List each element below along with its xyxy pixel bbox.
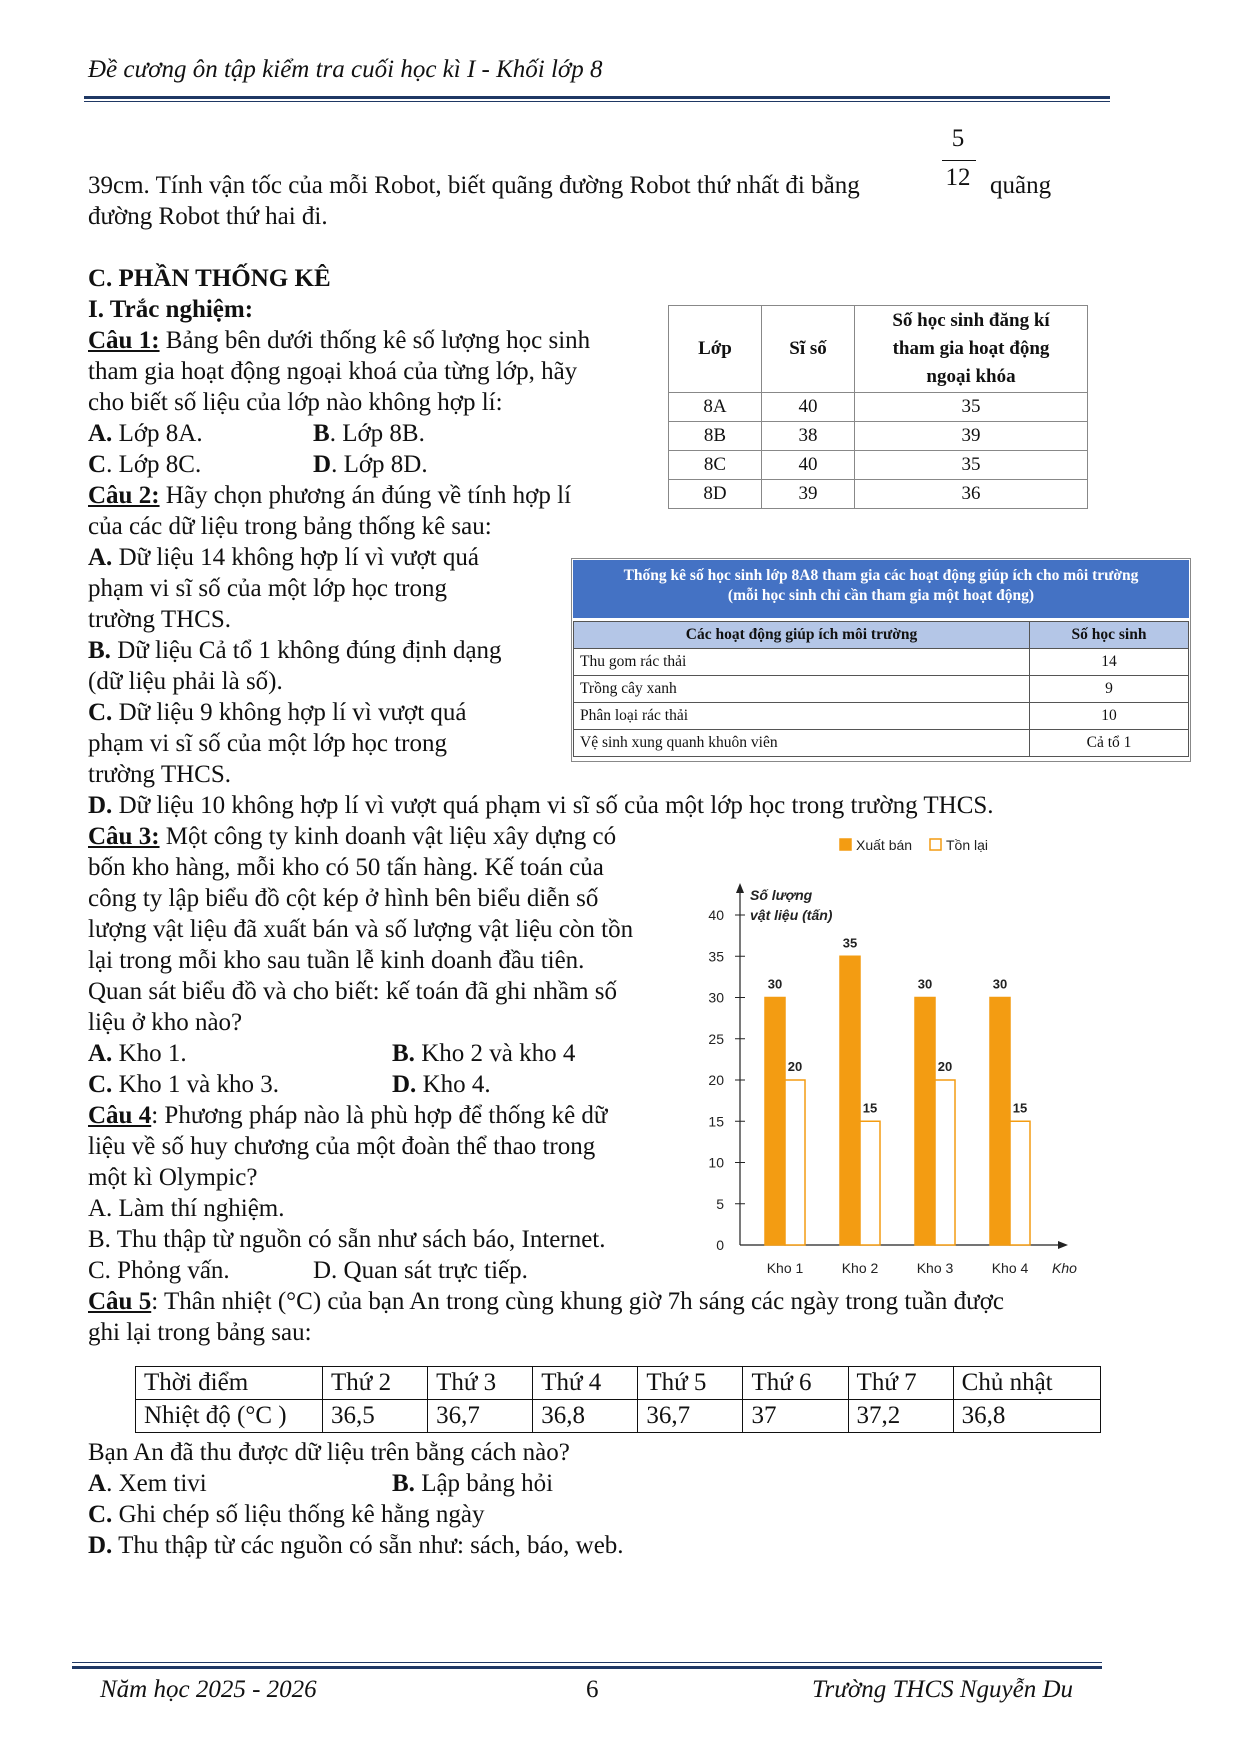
- q2-option-b-2: (dữ liệu phải là số).: [88, 668, 283, 695]
- data-label: 20: [787, 1059, 803, 1074]
- q2-label: Câu 2:: [88, 482, 160, 509]
- section-subtitle: I. Trắc nghiệm:: [88, 296, 254, 323]
- footer-year: Năm học 2025 - 2026: [100, 1676, 317, 1703]
- table-row: Vệ sinh xung quanh khuôn viên Cả tổ 1: [574, 730, 1189, 757]
- footer-rule-thin: [72, 1662, 1102, 1663]
- y-tick-label: 25: [708, 1030, 724, 1047]
- q2-table: [571, 558, 1191, 762]
- q3-option-c: C. Kho 1 và kho 3.: [88, 1071, 279, 1098]
- q5-option-d: D. Thu thập từ các nguồn có sẵn như: sách, báo, web.: [88, 1532, 624, 1559]
- q4-option-b: B. Thu thập từ nguồn có sẵn như sách báo, Internet.: [88, 1226, 606, 1253]
- q3-line-2: bốn kho hàng, mỗi kho có 50 tấn hàng. Kế toán của: [88, 854, 604, 881]
- fraction-denominator: 12: [945, 164, 971, 191]
- y-tick-label: 0: [716, 1237, 724, 1253]
- fraction-numerator: 5: [951, 125, 965, 152]
- x-tick-label: Kho 2: [841, 1260, 879, 1276]
- y-axis-label: vật liệu (tấn): [750, 907, 833, 923]
- data-label: 30: [917, 976, 933, 992]
- x-tick-label: Kho 4: [991, 1260, 1029, 1276]
- q2-option-c-2: phạm vi sĩ số của một lớp học trong: [88, 730, 448, 757]
- q5-option-a: A. Xem tivi: [88, 1470, 207, 1497]
- q2-option-a-3: trường THCS.: [88, 606, 231, 633]
- q2-option-c-3: trường THCS.: [88, 761, 231, 788]
- q4-option-d: D. Quan sát trực tiếp.: [313, 1257, 528, 1284]
- table-row: 8B 38 39: [669, 422, 1088, 451]
- q4-line-1: Câu 4: Phương pháp nào là phù hợp để thống kê dữ: [88, 1102, 608, 1129]
- bar: [860, 1121, 880, 1245]
- q1-option-b: B. Lớp 8B.: [313, 420, 425, 447]
- bar: [785, 1080, 805, 1245]
- table-row: Phân loại rác thải 10: [574, 703, 1189, 730]
- header-rule: [84, 96, 1110, 99]
- header-rule-thin: [84, 101, 1110, 102]
- y-axis-arrow: [736, 883, 744, 893]
- q3-option-b: B. Kho 2 và kho 4: [392, 1040, 576, 1067]
- q3-label: Câu 3:: [88, 823, 160, 850]
- table-row: Trồng cây xanh 9: [574, 676, 1189, 703]
- q1-table-header: Số học sinh đăng kí tham gia hoạt động ngoại khóa: [855, 306, 1088, 393]
- data-label: 15: [862, 1100, 878, 1116]
- legend-swatch: [930, 839, 941, 850]
- section-title: C. PHẦN THỐNG KÊ: [88, 265, 331, 292]
- q1-table: [668, 305, 1088, 509]
- q1-label: Câu 1:: [88, 327, 160, 354]
- q1-line-1: Câu 1: Bảng bên dưới thống kê số lượng học sinh: [88, 327, 591, 354]
- q4-line-3: một kì Olympic?: [88, 1164, 258, 1191]
- q5-question: Bạn An đã thu được dữ liệu trên bằng cách nào?: [88, 1439, 570, 1466]
- x-axis-label: Kho: [1052, 1260, 1077, 1276]
- q2-option-a: A. Dữ liệu 14 không hợp lí vì vượt quá: [88, 544, 480, 571]
- legend-label: Xuất bán: [856, 837, 913, 853]
- y-tick-label: 35: [708, 948, 724, 965]
- q5-line-1: Câu 5: Thân nhiệt (°C) của bạn An trong cùng khung giờ 7h sáng các ngày trong tuần được: [88, 1288, 1005, 1315]
- q4-option-c: C. Phỏng vấn.: [88, 1257, 230, 1284]
- y-tick-label: 5: [716, 1195, 724, 1212]
- q1-line-3: cho biết số liệu của lớp nào không hợp lí:: [88, 389, 503, 416]
- q3-line-4: lượng vật liệu đã xuất bán và số lượng vật liệu còn tồn: [88, 916, 634, 943]
- footer-rule: [72, 1666, 1102, 1669]
- table-row: 8D 39 36: [669, 480, 1088, 509]
- data-label: 15: [1012, 1100, 1028, 1116]
- x-tick-label: Kho 3: [916, 1260, 954, 1276]
- q1-line-2: tham gia hoạt động ngoại khoá của từng lớp, hãy: [88, 358, 578, 385]
- table-row: Nhiệt độ (°C ) 36,5 36,7 36,8 36,7 37 37,2 36,8: [136, 1400, 1101, 1433]
- bar: [990, 998, 1010, 1246]
- footer-school: Trường THCS Nguyễn Du: [812, 1676, 1074, 1703]
- q1-option-a: A. Lớp 8A.: [88, 420, 203, 447]
- legend-label: Tồn lại: [946, 837, 989, 853]
- q1-table-header: Lớp: [669, 306, 762, 393]
- q4-line-2: liệu về số huy chương của một đoàn thể thao trong: [88, 1133, 596, 1160]
- q1-option-d: D. Lớp 8D.: [313, 451, 428, 478]
- table-row: 8A 40 35: [669, 393, 1088, 422]
- x-tick-label: Kho 1: [766, 1260, 804, 1276]
- q2-table-header: Số học sinh: [1030, 622, 1189, 649]
- q5-line-2: ghi lại trong bảng sau:: [88, 1319, 312, 1346]
- q4-label: Câu 4: [88, 1102, 152, 1129]
- data-label: 20: [937, 1059, 953, 1074]
- x-axis-arrow: [1058, 1241, 1068, 1249]
- q2-table-title: Thống kê số học sinh lớp 8A8 tham gia các hoạt động giúp ích cho môi trường (mỗi học sinh chỉ cần tham gia một hoạt động): [573, 560, 1189, 618]
- bar: [765, 998, 785, 1246]
- y-axis-label: Số lượng: [750, 887, 813, 903]
- data-label: 30: [767, 976, 783, 992]
- bar: [935, 1080, 955, 1245]
- y-tick-label: 20: [708, 1072, 724, 1088]
- q3-line-3: công ty lập biểu đồ cột kép ở hình bên biểu diễn số: [88, 885, 599, 912]
- header-title: Đề cương ôn tập kiểm tra cuối học kì I - Khối lớp 8: [88, 56, 603, 83]
- data-label: 35: [842, 935, 858, 951]
- q3-line-7: liệu ở kho nào?: [88, 1009, 243, 1036]
- q5-label: Câu 5: [88, 1288, 152, 1315]
- fraction-bar: [942, 160, 976, 161]
- q3-bar-chart: [690, 830, 1080, 1300]
- q4-option-a: A. Làm thí nghiệm.: [88, 1195, 285, 1222]
- table-row: Thu gom rác thải 14: [574, 649, 1189, 676]
- q2-option-a-2: phạm vi sĩ số của một lớp học trong: [88, 575, 448, 602]
- y-tick-label: 30: [708, 989, 724, 1006]
- q1-table-header: Sĩ số: [762, 306, 855, 393]
- q5-table: [135, 1366, 1101, 1433]
- y-tick-label: 40: [708, 907, 724, 923]
- bar: [915, 998, 935, 1246]
- q5-option-c: C. Ghi chép số liệu thống kê hằng ngày: [88, 1501, 485, 1528]
- q2-option-c: C. Dữ liệu 9 không hợp lí vì vượt quá: [88, 699, 467, 726]
- y-tick-label: 10: [708, 1154, 724, 1171]
- q1-option-c: C. Lớp 8C.: [88, 451, 202, 478]
- q3-option-d: D. Kho 4.: [392, 1071, 491, 1098]
- legend-swatch: [840, 839, 851, 850]
- y-tick-label: 15: [708, 1113, 724, 1130]
- q5-option-b: B. Lập bảng hỏi: [392, 1470, 554, 1497]
- intro-line-1-tail: quãng: [990, 172, 1052, 199]
- q2-option-b: B. Dữ liệu Cả tổ 1 không đúng định dạng: [88, 637, 502, 664]
- q3-line-6: Quan sát biểu đồ và cho biết: kế toán đã ghi nhầm số: [88, 978, 618, 1005]
- bar: [1010, 1121, 1030, 1245]
- page-number: 6: [586, 1676, 599, 1703]
- q2-table-header: Các hoạt động giúp ích môi trường: [574, 622, 1030, 649]
- intro-line-2: đường Robot thứ hai đi.: [88, 203, 328, 230]
- q3-option-a: A. Kho 1.: [88, 1040, 187, 1067]
- table-row: Thời điểm Thứ 2 Thứ 3 Thứ 4 Thứ 5 Thứ 6 Thứ 7 Chủ nhật: [136, 1367, 1101, 1400]
- table-row: 8C 40 35: [669, 451, 1088, 480]
- q2-line-1: Câu 2: Hãy chọn phương án đúng về tính hợp lí: [88, 482, 572, 509]
- intro-line-1: 39cm. Tính vận tốc của mỗi Robot, biết quãng đường Robot thứ nhất đi bằng: [88, 172, 860, 199]
- q3-line-1: Câu 3: Một công ty kinh doanh vật liệu xây dựng có: [88, 823, 617, 850]
- q3-line-5: lại trong mỗi kho sau tuần lễ kinh doanh đầu tiên.: [88, 947, 585, 974]
- q2-option-d: D. Dữ liệu 10 không hợp lí vì vượt quá phạm vi sĩ số của một lớp học trong trường THCS.: [88, 792, 994, 819]
- bar: [840, 956, 860, 1245]
- data-label: 30: [992, 976, 1008, 992]
- q2-line-2: của các dữ liệu trong bảng thống kê sau:: [88, 513, 492, 540]
